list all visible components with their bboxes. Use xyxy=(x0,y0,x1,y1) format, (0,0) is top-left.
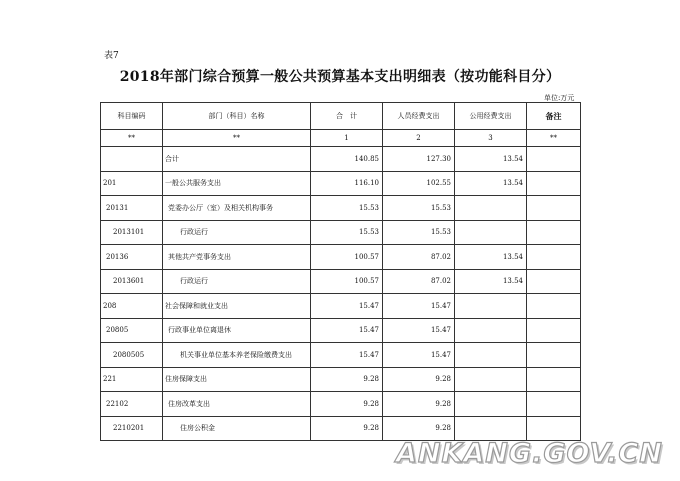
personnel-cell: 15.47 xyxy=(383,343,455,368)
note-cell xyxy=(527,196,581,221)
name-cell: 党委办公厅（室）及相关机构事务 xyxy=(163,196,311,221)
code-cell: 2013601 xyxy=(101,269,163,294)
public-cell: 13.54 xyxy=(455,269,527,294)
total-cell: 15.53 xyxy=(311,196,383,221)
code-cell: 2013101 xyxy=(101,220,163,245)
table-row xyxy=(101,245,581,270)
code-cell: 221 xyxy=(101,367,163,392)
header-public: 公用经费支出 xyxy=(455,103,527,130)
name-cell: 住房公积金 xyxy=(163,416,311,441)
code-cell xyxy=(101,147,163,172)
index-row xyxy=(101,130,581,147)
table-row xyxy=(101,367,581,392)
personnel-cell: 15.47 xyxy=(383,318,455,343)
code-cell: 2080505 xyxy=(101,343,163,368)
index-cell: ** xyxy=(163,130,311,147)
code-cell: 208 xyxy=(101,294,163,319)
public-cell xyxy=(455,416,527,441)
public-cell xyxy=(455,392,527,417)
name-cell: 行政事业单位离退休 xyxy=(163,318,311,343)
note-cell xyxy=(527,220,581,245)
name-cell: 其他共产党事务支出 xyxy=(163,245,311,270)
header-name: 部门（科目）名称 xyxy=(163,103,311,130)
personnel-cell: 15.53 xyxy=(383,220,455,245)
public-cell xyxy=(455,220,527,245)
header-total: 合 计 xyxy=(311,103,383,130)
table-row xyxy=(101,343,581,368)
code-cell: 201 xyxy=(101,171,163,196)
personnel-cell: 9.28 xyxy=(383,392,455,417)
table-row xyxy=(101,220,581,245)
total-cell: 140.85 xyxy=(311,147,383,172)
unit-label: 单位:万元 xyxy=(544,94,575,102)
total-cell: 9.28 xyxy=(311,392,383,417)
personnel-cell: 87.02 xyxy=(383,269,455,294)
table-row xyxy=(101,147,581,172)
personnel-cell: 87.02 xyxy=(383,245,455,270)
name-cell: 行政运行 xyxy=(163,220,311,245)
note-cell xyxy=(527,318,581,343)
personnel-cell: 127.30 xyxy=(383,147,455,172)
personnel-cell: 15.47 xyxy=(383,294,455,319)
index-cell: 1 xyxy=(311,130,383,147)
total-cell: 100.57 xyxy=(311,245,383,270)
code-cell: 2210201 xyxy=(101,416,163,441)
public-cell xyxy=(455,318,527,343)
total-cell: 9.28 xyxy=(311,416,383,441)
public-cell xyxy=(455,196,527,221)
total-cell: 15.53 xyxy=(311,220,383,245)
name-cell: 社会保障和就业支出 xyxy=(163,294,311,319)
table-row xyxy=(101,294,581,319)
total-cell: 15.47 xyxy=(311,318,383,343)
code-cell: 20131 xyxy=(101,196,163,221)
budget-table xyxy=(100,102,581,441)
index-cell: ** xyxy=(101,130,163,147)
personnel-cell: 9.28 xyxy=(383,416,455,441)
page-label: 表7 xyxy=(104,51,119,61)
note-cell xyxy=(527,147,581,172)
name-cell: 住房改革支出 xyxy=(163,392,311,417)
total-cell: 15.47 xyxy=(311,343,383,368)
total-cell: 9.28 xyxy=(311,367,383,392)
name-cell: 行政运行 xyxy=(163,269,311,294)
code-cell: 20136 xyxy=(101,245,163,270)
header-row xyxy=(101,103,581,130)
table-row xyxy=(101,318,581,343)
total-cell: 116.10 xyxy=(311,171,383,196)
personnel-cell: 102.55 xyxy=(383,171,455,196)
name-cell: 住房保障支出 xyxy=(163,367,311,392)
note-cell xyxy=(527,269,581,294)
code-cell: 20805 xyxy=(101,318,163,343)
total-cell: 15.47 xyxy=(311,294,383,319)
note-cell xyxy=(527,343,581,368)
note-cell xyxy=(527,171,581,196)
table-row xyxy=(101,392,581,417)
name-cell: 机关事业单位基本养老保险缴费支出 xyxy=(163,343,311,368)
note-cell xyxy=(527,294,581,319)
note-cell xyxy=(527,245,581,270)
personnel-cell: 15.53 xyxy=(383,196,455,221)
public-cell xyxy=(455,294,527,319)
table-row xyxy=(101,171,581,196)
index-cell: 2 xyxy=(383,130,455,147)
note-cell xyxy=(527,367,581,392)
public-cell: 13.54 xyxy=(455,171,527,196)
code-cell: 22102 xyxy=(101,392,163,417)
public-cell xyxy=(455,367,527,392)
page-title: 2018年部门综合预算一般公共预算基本支出明细表（按功能科目分） xyxy=(119,69,561,85)
name-cell: 一般公共服务支出 xyxy=(163,171,311,196)
table-row xyxy=(101,269,581,294)
table-row xyxy=(101,196,581,221)
note-cell xyxy=(527,416,581,441)
header-personnel: 人员经费支出 xyxy=(383,103,455,130)
note-cell xyxy=(527,392,581,417)
table-row xyxy=(101,416,581,441)
public-cell: 13.54 xyxy=(455,245,527,270)
header-note: 备注 xyxy=(527,103,581,130)
public-cell: 13.54 xyxy=(455,147,527,172)
personnel-cell: 9.28 xyxy=(383,367,455,392)
header-code: 科目编码 xyxy=(101,103,163,130)
index-cell: ** xyxy=(527,130,581,147)
public-cell xyxy=(455,343,527,368)
index-cell: 3 xyxy=(455,130,527,147)
site-watermark: ANKANG.GOV.CN xyxy=(396,438,663,469)
total-cell: 100.57 xyxy=(311,269,383,294)
name-cell: 合计 xyxy=(163,147,311,172)
